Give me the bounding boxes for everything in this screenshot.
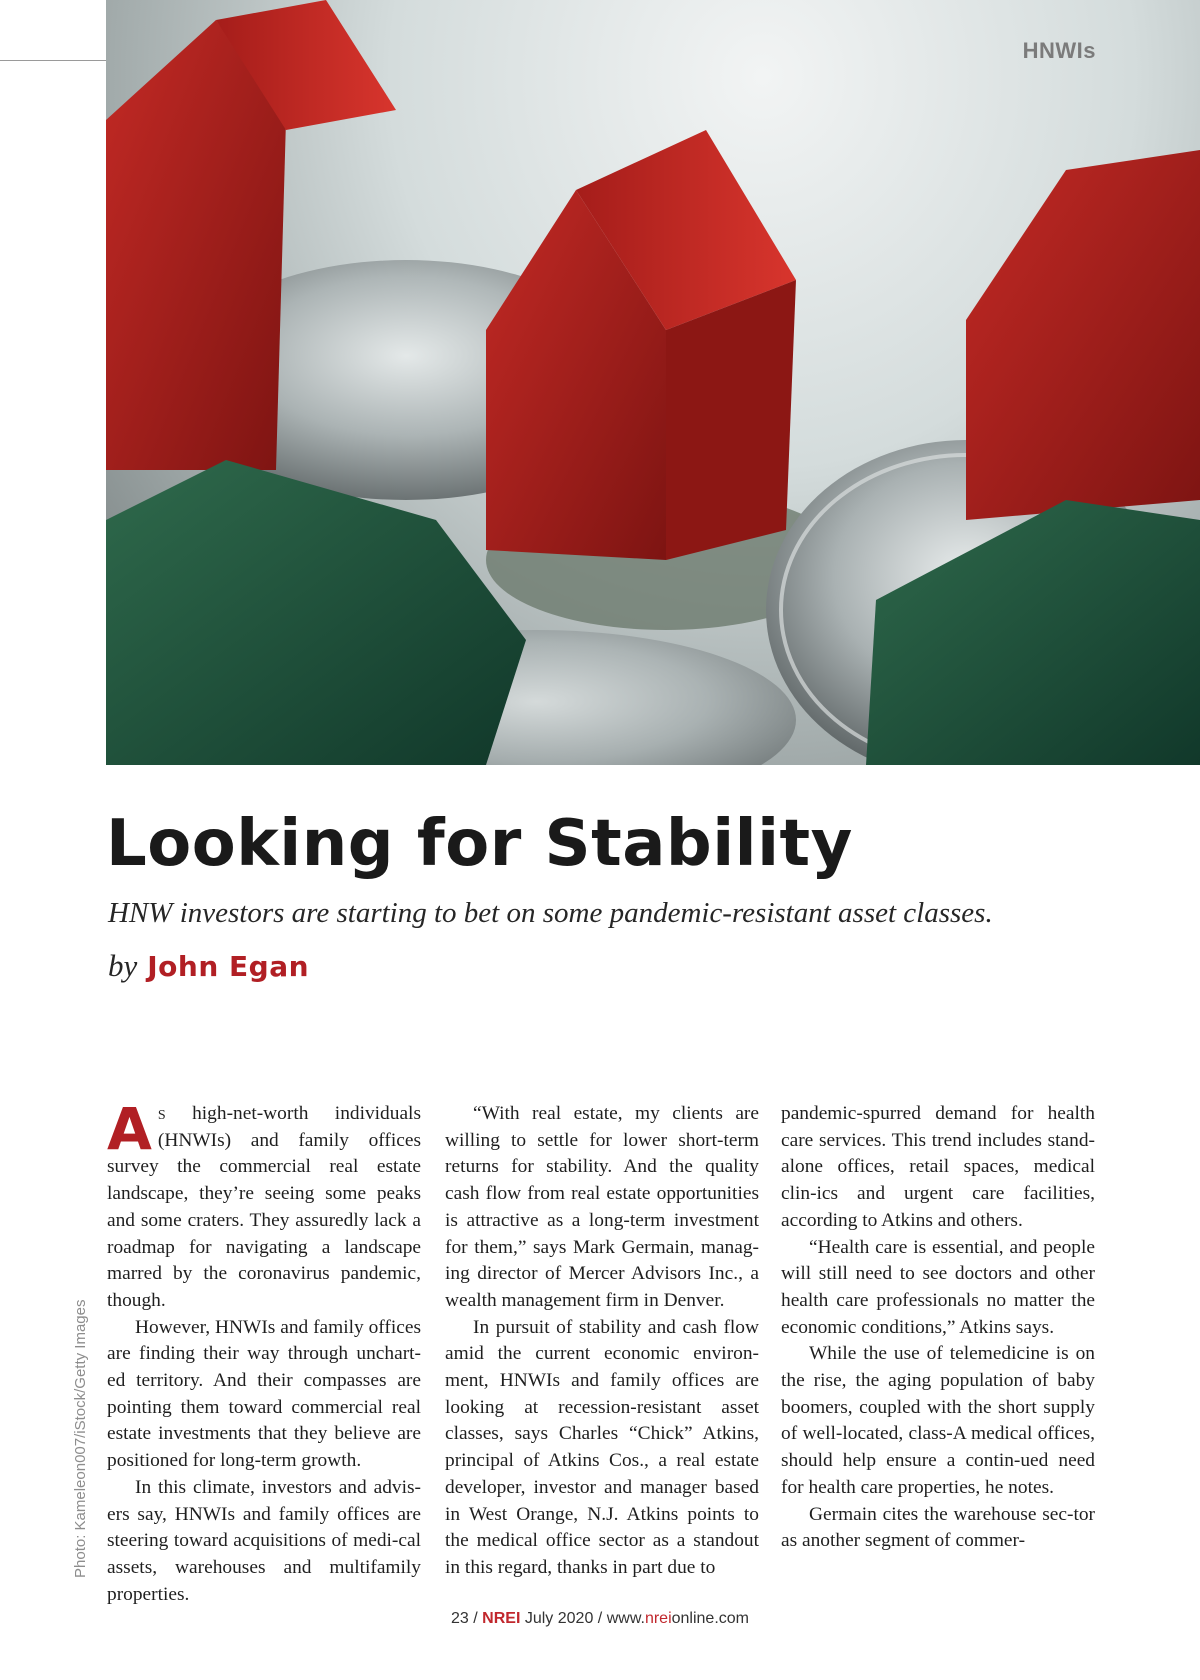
article-title: Looking for Stability xyxy=(106,807,853,881)
footer-separator: / xyxy=(473,1610,478,1627)
website-url xyxy=(607,1610,749,1627)
paragraph: In pursuit of stability and cash flow amid the current economic environ-ment, HNWIs and family offices are looking at recession-resistant asset classes, says Charles “Chick” Atkins, principal of Atkins Cos., a real estate developer, investor and manager based in West Orange, N.J. Atkins points to the medical office sector as a standout in this regard, thanks in part due to xyxy=(445,1316,759,1578)
url-prefix: www. xyxy=(606,1610,645,1627)
page-footer xyxy=(0,1610,1200,1628)
article-column-2 xyxy=(445,1101,759,1582)
page-number: 23 xyxy=(451,1610,469,1627)
author-name: John Egan xyxy=(147,950,310,983)
feature-photo xyxy=(106,0,1200,765)
article-subtitle: HNW investors are starting to bet on some pandemic-resistant asset classes. xyxy=(108,897,993,929)
article-column-3 xyxy=(781,1101,1095,1555)
url-accent: nrei xyxy=(644,1610,672,1627)
paragraph: While the use of telemedicine is on the rise, the aging population of baby boomers, coupled with the short supply of well-located, class-A medical offices, should help ensure a contin-ued need for health care properties, he notes. xyxy=(781,1343,1095,1498)
houses-on-coins-photo xyxy=(106,0,1200,765)
article-column-1 xyxy=(107,1095,421,1608)
paragraph xyxy=(107,1095,421,1315)
byline-prefix: by xyxy=(108,948,138,983)
url-suffix: online.com xyxy=(671,1610,749,1627)
paragraph: “Health care is essential, and people will still need to see doctors and other health care professionals no matter the economic conditions,” Atkins says. xyxy=(781,1236,1095,1338)
paragraph: In this climate, investors and advis-ers say, HNWIs and family offices are steering toward acquisitions of medi-cal assets, warehouses and multifamily properties. xyxy=(107,1476,421,1605)
publication-brand: NREI xyxy=(482,1610,521,1627)
paragraph: However, HNWIs and family offices are finding their way through unchart-ed territory. And their compasses are pointing them toward commercial real estate investments that they believe are positioned for long-term growth. xyxy=(107,1316,421,1472)
paragraph: pandemic-spurred demand for health care services. This trend includes stand-alone offices, retail spaces, medical clin-ics and urgent care facilities, according to Atkins and others. xyxy=(781,1103,1095,1231)
photo-credit: Photo: Kameleon007/iStock/Getty Images xyxy=(72,1299,89,1578)
section-label: HNWIs xyxy=(1022,38,1096,63)
issue-date: July 2020 xyxy=(524,1610,594,1627)
drop-cap: A xyxy=(107,1095,152,1163)
byline xyxy=(108,948,309,984)
paragraph: “With real estate, my clients are willing to settle for lower short-term returns for stability. And the quality cash flow from real estate opportunities is attractive as a long-term investment for them,” says Mark Germain, manag-ing director of Mercer Advisors Inc., a wealth management firm in Denver. xyxy=(445,1103,759,1311)
footer-separator: / xyxy=(597,1610,603,1627)
paragraph-text: high-net-worth individuals (HNWIs) and family offices survey the commercial real estate landscape, they’re seeing some peaks and some craters. They assuredly lack a roadmap for navigating a landscape marred by the coronavirus pandemic, though. xyxy=(107,1103,421,1311)
drop-cap-tail: s xyxy=(157,1103,166,1124)
paragraph: Germain cites the warehouse sec-tor as another segment of commer- xyxy=(781,1503,1095,1552)
